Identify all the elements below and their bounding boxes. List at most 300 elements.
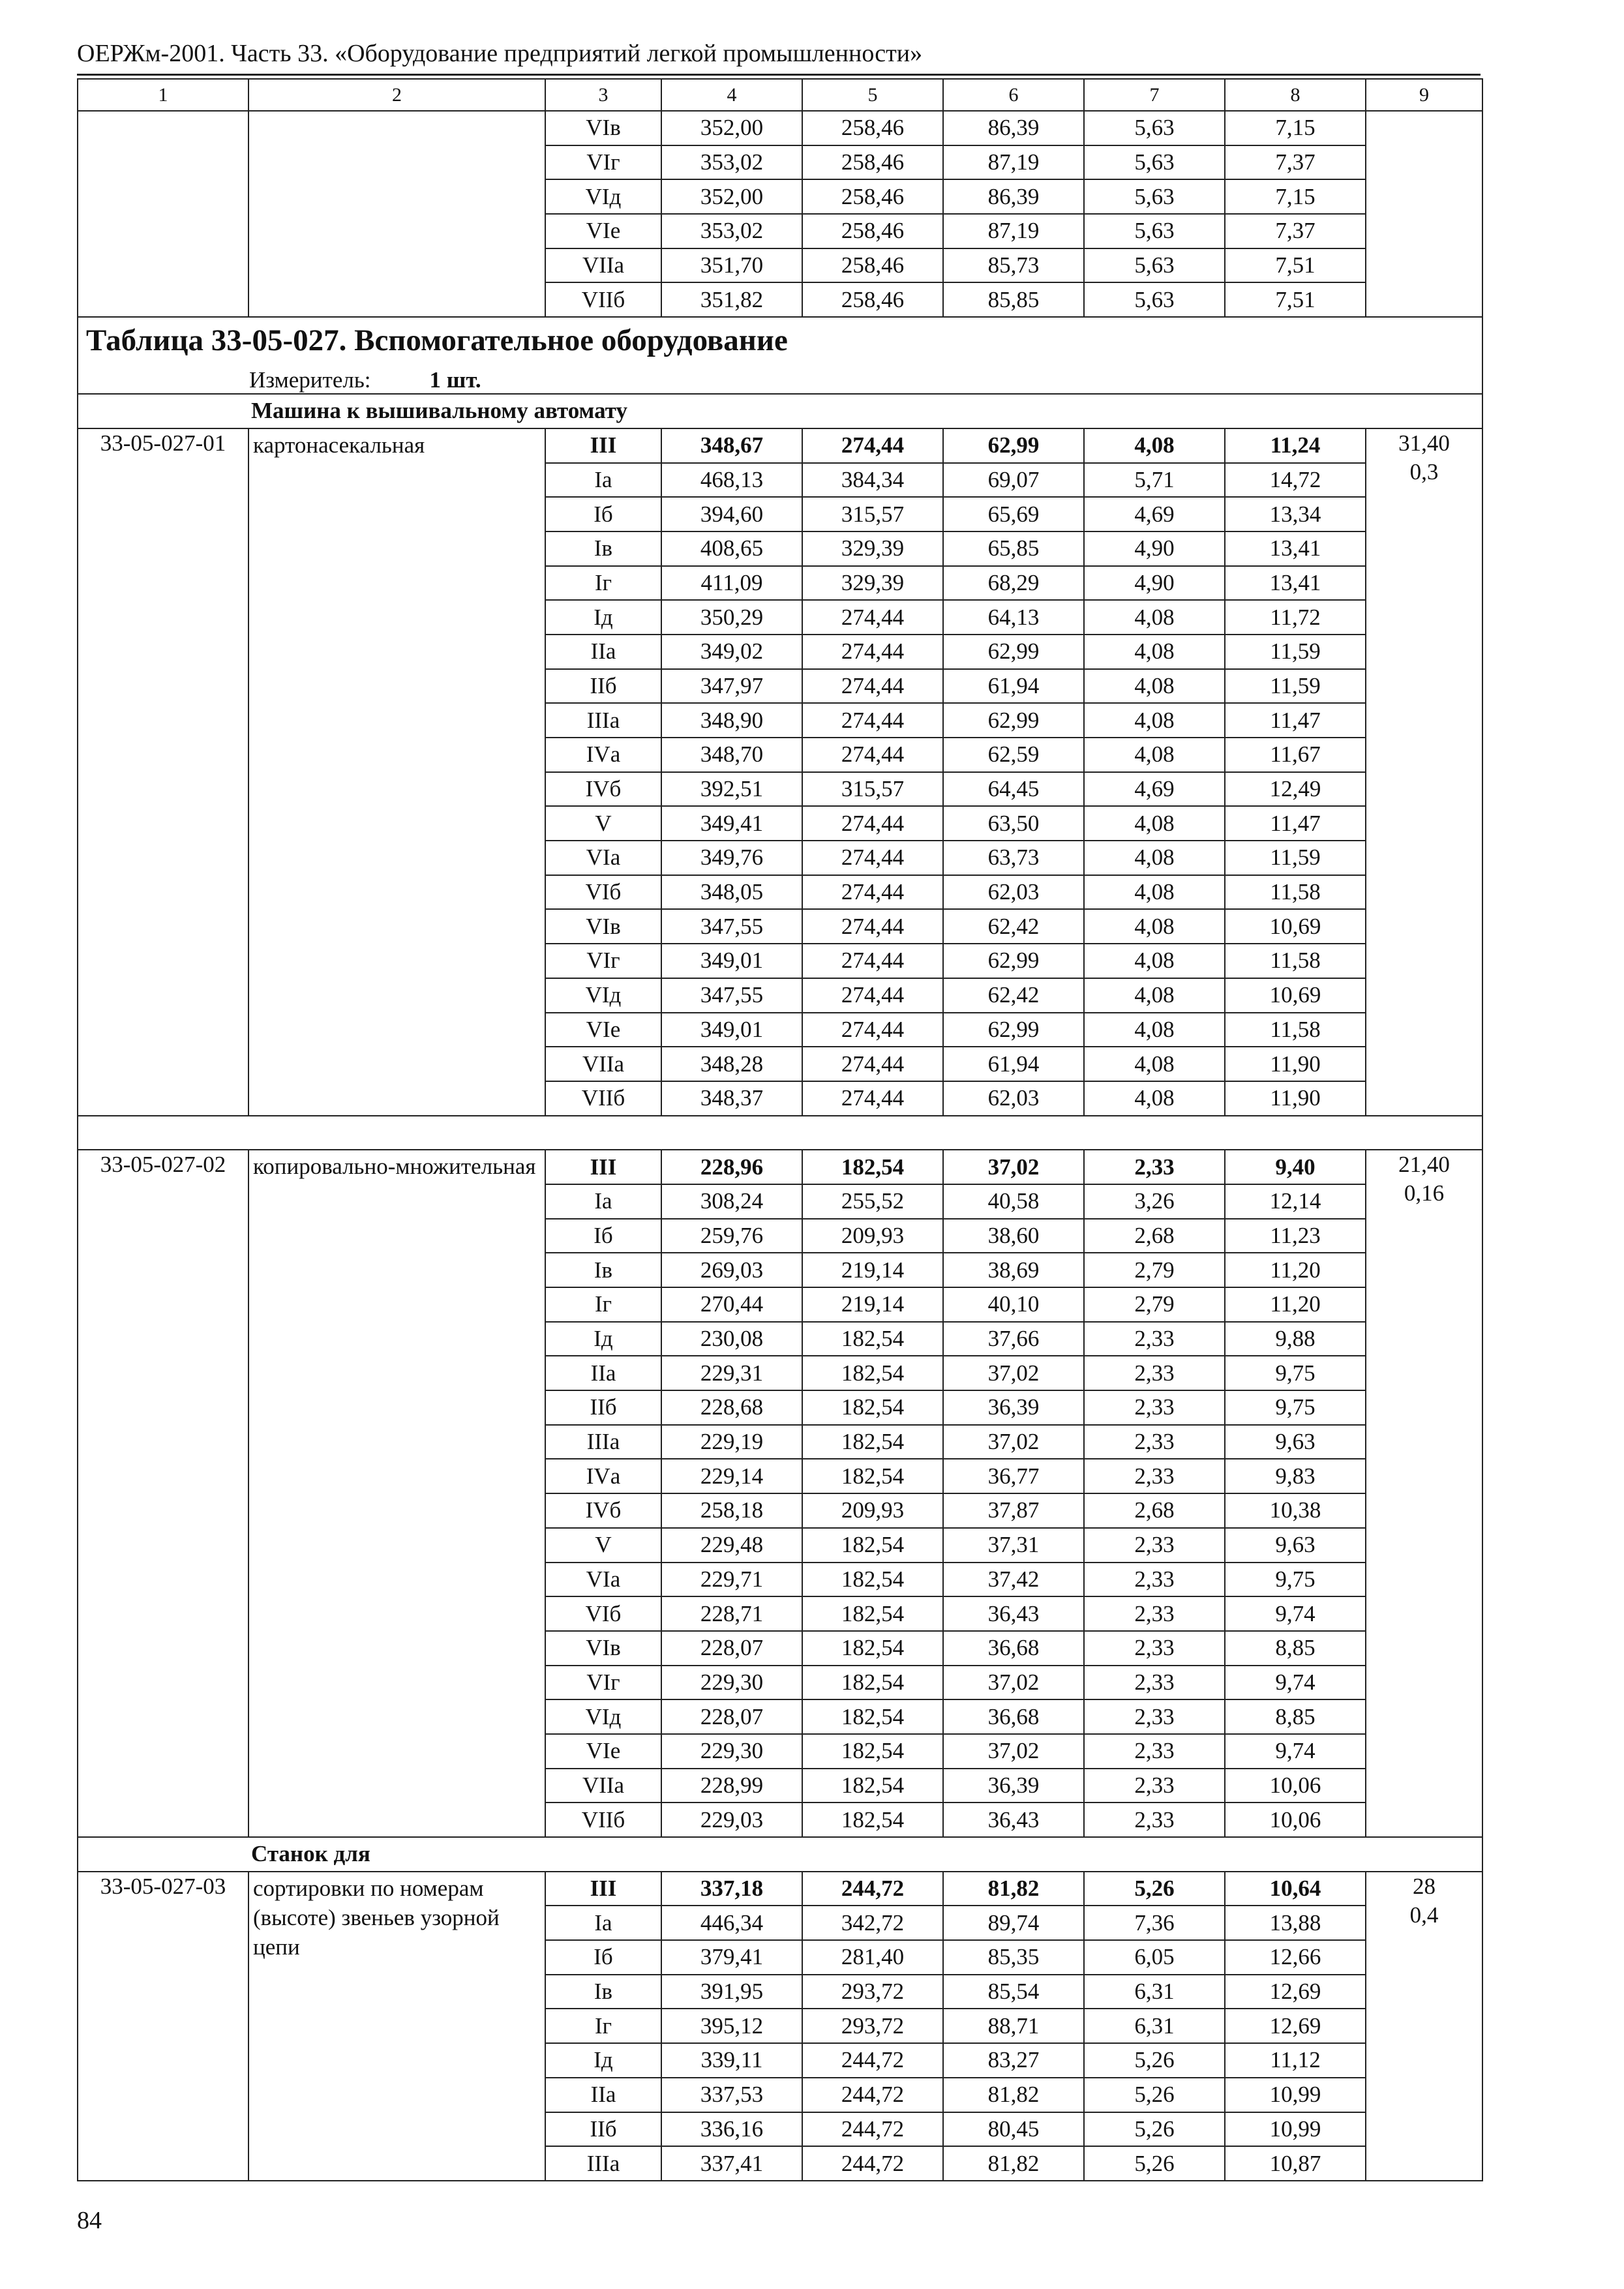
labor-cost-cell: 274,44 — [802, 841, 943, 875]
materials-cost-cell: 10,69 — [1225, 978, 1366, 1013]
index-cell: Iд — [545, 600, 661, 635]
materials-cost-cell: 12,14 — [1225, 1184, 1366, 1219]
materials-cost-cell: 9,74 — [1225, 1666, 1366, 1700]
index-cell: IIа — [545, 635, 661, 669]
machine-cost-cell: 62,03 — [943, 875, 1084, 910]
labor-cost-cell: 182,54 — [802, 1150, 943, 1184]
total-cost-cell: 395,12 — [661, 2009, 802, 2043]
index-cell: IVб — [545, 772, 661, 807]
labor-cost-cell: 244,72 — [802, 2146, 943, 2181]
index-value: 31,40 — [1398, 430, 1450, 456]
column-number-5: 5 — [802, 79, 943, 111]
index-cell: IIIа — [545, 2146, 661, 2181]
labor-cost-cell: 182,54 — [802, 1666, 943, 1700]
labor-cost-cell: 244,72 — [802, 2078, 943, 2112]
index-cell: Iб — [545, 1219, 661, 1253]
index-cell: VIг — [545, 145, 661, 180]
name-cell: сортировки по номерам (высоте) звеньев узорной цепи — [248, 1872, 545, 2181]
index-cell: IIа — [545, 1356, 661, 1390]
index-cell: IVб — [545, 1493, 661, 1528]
materials-cost-cell: 9,74 — [1225, 1596, 1366, 1631]
machine-cost-cell: 38,69 — [943, 1253, 1084, 1287]
driver-wage-cell: 4,69 — [1084, 772, 1225, 807]
driver-wage-cell: 5,26 — [1084, 1872, 1225, 1906]
column-number-4: 4 — [661, 79, 802, 111]
labor-cost-cell: 244,72 — [802, 1872, 943, 1906]
machine-cost-cell: 36,68 — [943, 1631, 1084, 1666]
column-number-3: 3 — [545, 79, 661, 111]
materials-cost-cell: 11,12 — [1225, 2043, 1366, 2078]
materials-cost-cell: 8,85 — [1225, 1699, 1366, 1734]
index-cell: Iв — [545, 1253, 661, 1287]
driver-wage-cell: 4,08 — [1084, 875, 1225, 910]
labor-cost-cell: 182,54 — [802, 1596, 943, 1631]
driver-wage-cell: 4,08 — [1084, 806, 1225, 841]
total-cost-cell: 339,11 — [661, 2043, 802, 2078]
labor-cost-cell: 258,46 — [802, 179, 943, 214]
total-cost-cell: 353,02 — [661, 214, 802, 248]
labor-cost-cell: 274,44 — [802, 909, 943, 944]
machine-cost-cell: 65,69 — [943, 497, 1084, 531]
index-cell: VIIа — [545, 248, 661, 283]
machine-cost-cell: 88,71 — [943, 2009, 1084, 2043]
total-cost-cell: 348,90 — [661, 703, 802, 738]
index-cell: VIв — [545, 1631, 661, 1666]
labor-cost-cell: 274,44 — [802, 1081, 943, 1116]
materials-cost-cell: 11,47 — [1225, 806, 1366, 841]
measurer-unit: 1 шт. — [429, 367, 481, 393]
section-heading-row — [78, 1837, 1482, 1872]
driver-wage-cell: 5,63 — [1084, 179, 1225, 214]
index-cell: Iб — [545, 497, 661, 531]
index-cell: IIб — [545, 1390, 661, 1425]
driver-wage-cell: 2,33 — [1084, 1390, 1225, 1425]
page-header-title: ОЕРЖм-2001. Часть 33. «Оборудование предприятий легкой промышленности» — [77, 40, 923, 67]
total-cost-cell: 379,41 — [661, 1940, 802, 1975]
materials-cost-cell: 11,58 — [1225, 875, 1366, 910]
labor-cost-cell: 274,44 — [802, 669, 943, 704]
index-value: 0,3 — [1409, 458, 1439, 485]
driver-wage-cell: 2,33 — [1084, 1803, 1225, 1837]
code-cell: 33-05-027-03 — [78, 1872, 248, 2181]
machine-cost-cell: 85,73 — [943, 248, 1084, 283]
index-value: 28 — [1413, 1873, 1436, 1899]
machine-cost-cell: 87,19 — [943, 214, 1084, 248]
materials-cost-cell: 10,69 — [1225, 909, 1366, 944]
measurer-label: Измеритель: — [249, 367, 371, 393]
total-cost-cell: 228,07 — [661, 1631, 802, 1666]
column-number-row — [78, 79, 1482, 111]
materials-cost-cell: 9,88 — [1225, 1322, 1366, 1356]
machine-cost-cell: 37,87 — [943, 1493, 1084, 1528]
code-cell — [78, 111, 248, 317]
materials-cost-cell: 12,69 — [1225, 2009, 1366, 2043]
machine-cost-cell: 83,27 — [943, 2043, 1084, 2078]
materials-cost-cell: 11,90 — [1225, 1081, 1366, 1116]
materials-cost-cell: 13,41 — [1225, 531, 1366, 566]
table-title: Таблица 33-05-027. Вспомогательное оборудование — [86, 323, 788, 358]
total-cost-cell: 408,65 — [661, 531, 802, 566]
machine-cost-cell: 81,82 — [943, 2078, 1084, 2112]
index-cell: VIе — [545, 214, 661, 248]
materials-cost-cell: 13,34 — [1225, 497, 1366, 531]
index-cell: Iг — [545, 2009, 661, 2043]
index-cell: Iд — [545, 1322, 661, 1356]
labor-cost-cell: 258,46 — [802, 145, 943, 180]
labor-cost-cell: 244,72 — [802, 2043, 943, 2078]
labor-cost-cell: 182,54 — [802, 1803, 943, 1837]
index-value: 0,16 — [1404, 1180, 1445, 1206]
labor-cost-cell: 274,44 — [802, 600, 943, 635]
driver-wage-cell: 2,68 — [1084, 1493, 1225, 1528]
materials-cost-cell: 10,99 — [1225, 2078, 1366, 2112]
labor-cost-cell: 182,54 — [802, 1631, 943, 1666]
index-cell: Iв — [545, 1975, 661, 2009]
driver-wage-cell: 4,08 — [1084, 1081, 1225, 1116]
materials-cost-cell: 10,06 — [1225, 1803, 1366, 1837]
materials-cost-cell: 10,06 — [1225, 1769, 1366, 1803]
machine-cost-cell: 37,42 — [943, 1563, 1084, 1597]
section-heading: Машина к вышивальному автомату — [78, 394, 1482, 428]
materials-cost-cell: 9,63 — [1225, 1528, 1366, 1563]
index-cell: VIа — [545, 841, 661, 875]
total-cost-cell: 229,31 — [661, 1356, 802, 1390]
machine-cost-cell: 36,68 — [943, 1699, 1084, 1734]
index-cell: Iа — [545, 463, 661, 498]
labor-cost-cell: 274,44 — [802, 1013, 943, 1047]
machine-cost-cell: 36,39 — [943, 1390, 1084, 1425]
driver-wage-cell: 4,08 — [1084, 1047, 1225, 1081]
index-cell: IIIа — [545, 1425, 661, 1459]
index-cell: Iв — [545, 531, 661, 566]
driver-wage-cell: 5,63 — [1084, 214, 1225, 248]
materials-cost-cell: 7,51 — [1225, 248, 1366, 283]
driver-wage-cell: 4,69 — [1084, 497, 1225, 531]
driver-wage-cell: 5,71 — [1084, 463, 1225, 498]
index-cell: IIб — [545, 669, 661, 704]
column-number-2: 2 — [248, 79, 545, 111]
driver-wage-cell: 5,63 — [1084, 248, 1225, 283]
driver-wage-cell: 2,33 — [1084, 1425, 1225, 1459]
index-values-cell — [1366, 111, 1482, 317]
machine-cost-cell: 87,19 — [943, 145, 1084, 180]
labor-cost-cell: 182,54 — [802, 1769, 943, 1803]
index-values-cell — [1366, 428, 1482, 1116]
driver-wage-cell: 4,08 — [1084, 1013, 1225, 1047]
table-title-row — [78, 317, 1482, 394]
driver-wage-cell: 5,63 — [1084, 145, 1225, 180]
driver-wage-cell: 4,08 — [1084, 600, 1225, 635]
rates-table — [77, 78, 1483, 2181]
index-cell: VIб — [545, 875, 661, 910]
labor-cost-cell: 182,54 — [802, 1459, 943, 1493]
driver-wage-cell: 2,33 — [1084, 1699, 1225, 1734]
total-cost-cell: 228,71 — [661, 1596, 802, 1631]
labor-cost-cell: 293,72 — [802, 2009, 943, 2043]
driver-wage-cell: 4,90 — [1084, 531, 1225, 566]
machine-cost-cell: 85,54 — [943, 1975, 1084, 2009]
materials-cost-cell: 14,72 — [1225, 463, 1366, 498]
total-cost-cell: 349,01 — [661, 1013, 802, 1047]
section-heading — [78, 1116, 1482, 1150]
total-cost-cell: 349,01 — [661, 944, 802, 978]
materials-cost-cell: 9,74 — [1225, 1734, 1366, 1769]
total-cost-cell: 269,03 — [661, 1253, 802, 1287]
section-heading-row — [78, 1116, 1482, 1150]
machine-cost-cell: 62,42 — [943, 909, 1084, 944]
index-cell: VIа — [545, 1563, 661, 1597]
index-value: 21,40 — [1398, 1152, 1450, 1178]
total-cost-cell: 350,29 — [661, 600, 802, 635]
table-row — [78, 111, 1482, 145]
index-cell: VIIа — [545, 1047, 661, 1081]
machine-cost-cell: 38,60 — [943, 1219, 1084, 1253]
total-cost-cell: 468,13 — [661, 463, 802, 498]
total-cost-cell: 228,96 — [661, 1150, 802, 1184]
driver-wage-cell: 2,33 — [1084, 1596, 1225, 1631]
index-cell: IVа — [545, 1459, 661, 1493]
table-row — [78, 1150, 1482, 1184]
total-cost-cell: 349,41 — [661, 806, 802, 841]
machine-cost-cell: 37,31 — [943, 1528, 1084, 1563]
driver-wage-cell: 2,79 — [1084, 1253, 1225, 1287]
driver-wage-cell: 2,33 — [1084, 1769, 1225, 1803]
materials-cost-cell: 11,47 — [1225, 703, 1366, 738]
index-cell: IIа — [545, 2078, 661, 2112]
machine-cost-cell: 80,45 — [943, 2112, 1084, 2147]
total-cost-cell: 348,70 — [661, 738, 802, 772]
labor-cost-cell: 274,44 — [802, 978, 943, 1013]
index-cell: IVа — [545, 738, 661, 772]
driver-wage-cell: 4,08 — [1084, 909, 1225, 944]
machine-cost-cell: 62,59 — [943, 738, 1084, 772]
materials-cost-cell: 9,75 — [1225, 1356, 1366, 1390]
total-cost-cell: 348,05 — [661, 875, 802, 910]
index-cell: III — [545, 1150, 661, 1184]
materials-cost-cell: 10,38 — [1225, 1493, 1366, 1528]
machine-cost-cell: 64,13 — [943, 600, 1084, 635]
header-rule — [77, 74, 1481, 76]
materials-cost-cell: 11,24 — [1225, 428, 1366, 463]
labor-cost-cell: 209,93 — [802, 1219, 943, 1253]
total-cost-cell: 229,30 — [661, 1734, 802, 1769]
driver-wage-cell: 3,26 — [1084, 1184, 1225, 1219]
machine-cost-cell: 62,99 — [943, 1013, 1084, 1047]
index-cell: III — [545, 428, 661, 463]
column-number-6: 6 — [943, 79, 1084, 111]
driver-wage-cell: 4,90 — [1084, 566, 1225, 601]
total-cost-cell: 446,34 — [661, 1906, 802, 1940]
total-cost-cell: 228,68 — [661, 1390, 802, 1425]
index-cell: VIIа — [545, 1769, 661, 1803]
materials-cost-cell: 10,87 — [1225, 2146, 1366, 2181]
labor-cost-cell: 209,93 — [802, 1493, 943, 1528]
index-cell: Iа — [545, 1906, 661, 1940]
materials-cost-cell: 11,90 — [1225, 1047, 1366, 1081]
section-heading-row — [78, 394, 1482, 428]
driver-wage-cell: 6,05 — [1084, 1940, 1225, 1975]
materials-cost-cell: 8,85 — [1225, 1631, 1366, 1666]
machine-cost-cell: 62,99 — [943, 944, 1084, 978]
index-values-cell — [1366, 1872, 1482, 2181]
labor-cost-cell: 219,14 — [802, 1253, 943, 1287]
materials-cost-cell: 7,51 — [1225, 282, 1366, 317]
total-cost-cell: 337,53 — [661, 2078, 802, 2112]
labor-cost-cell: 182,54 — [802, 1322, 943, 1356]
labor-cost-cell: 219,14 — [802, 1287, 943, 1322]
labor-cost-cell: 258,46 — [802, 248, 943, 283]
code-cell: 33-05-027-01 — [78, 428, 248, 1116]
labor-cost-cell: 182,54 — [802, 1425, 943, 1459]
driver-wage-cell: 6,31 — [1084, 2009, 1225, 2043]
machine-cost-cell: 69,07 — [943, 463, 1084, 498]
driver-wage-cell: 2,33 — [1084, 1322, 1225, 1356]
labor-cost-cell: 274,44 — [802, 738, 943, 772]
materials-cost-cell: 7,15 — [1225, 111, 1366, 145]
name-cell — [248, 111, 545, 317]
table-row — [78, 1872, 1482, 1906]
labor-cost-cell: 293,72 — [802, 1975, 943, 2009]
total-cost-cell: 229,03 — [661, 1803, 802, 1837]
machine-cost-cell: 40,10 — [943, 1287, 1084, 1322]
total-cost-cell: 270,44 — [661, 1287, 802, 1322]
index-cell: VIIб — [545, 282, 661, 317]
driver-wage-cell: 4,08 — [1084, 635, 1225, 669]
labor-cost-cell: 274,44 — [802, 703, 943, 738]
materials-cost-cell: 9,63 — [1225, 1425, 1366, 1459]
column-number-9: 9 — [1366, 79, 1482, 111]
machine-cost-cell: 64,45 — [943, 772, 1084, 807]
machine-cost-cell: 89,74 — [943, 1906, 1084, 1940]
labor-cost-cell: 182,54 — [802, 1356, 943, 1390]
driver-wage-cell: 2,33 — [1084, 1528, 1225, 1563]
driver-wage-cell: 5,26 — [1084, 2112, 1225, 2147]
total-cost-cell: 228,07 — [661, 1699, 802, 1734]
machine-cost-cell: 86,39 — [943, 179, 1084, 214]
driver-wage-cell: 4,08 — [1084, 738, 1225, 772]
total-cost-cell: 348,28 — [661, 1047, 802, 1081]
total-cost-cell: 337,18 — [661, 1872, 802, 1906]
labor-cost-cell: 329,39 — [802, 531, 943, 566]
materials-cost-cell: 11,58 — [1225, 1013, 1366, 1047]
index-cell: VIг — [545, 1666, 661, 1700]
measurer-line — [249, 367, 1482, 393]
machine-cost-cell: 62,42 — [943, 978, 1084, 1013]
labor-cost-cell: 274,44 — [802, 428, 943, 463]
labor-cost-cell: 274,44 — [802, 875, 943, 910]
machine-cost-cell: 62,99 — [943, 703, 1084, 738]
page-number: 84 — [77, 2207, 102, 2234]
total-cost-cell: 259,76 — [661, 1219, 802, 1253]
driver-wage-cell: 4,08 — [1084, 978, 1225, 1013]
materials-cost-cell: 7,37 — [1225, 214, 1366, 248]
driver-wage-cell: 2,79 — [1084, 1287, 1225, 1322]
driver-wage-cell: 4,08 — [1084, 669, 1225, 704]
machine-cost-cell: 36,43 — [943, 1803, 1084, 1837]
total-cost-cell: 349,02 — [661, 635, 802, 669]
index-values-cell — [1366, 1150, 1482, 1837]
materials-cost-cell: 12,49 — [1225, 772, 1366, 807]
machine-cost-cell: 36,39 — [943, 1769, 1084, 1803]
driver-wage-cell: 2,33 — [1084, 1734, 1225, 1769]
machine-cost-cell: 68,29 — [943, 566, 1084, 601]
materials-cost-cell: 13,88 — [1225, 1906, 1366, 1940]
materials-cost-cell: 11,59 — [1225, 841, 1366, 875]
machine-cost-cell: 40,58 — [943, 1184, 1084, 1219]
labor-cost-cell: 274,44 — [802, 635, 943, 669]
index-cell: VIе — [545, 1013, 661, 1047]
materials-cost-cell: 9,75 — [1225, 1390, 1366, 1425]
machine-cost-cell: 63,50 — [943, 806, 1084, 841]
labor-cost-cell: 274,44 — [802, 1047, 943, 1081]
driver-wage-cell: 2,33 — [1084, 1356, 1225, 1390]
materials-cost-cell: 11,59 — [1225, 669, 1366, 704]
name-cell: картонасекальная — [248, 428, 545, 1116]
section-heading: Станок для — [78, 1837, 1482, 1872]
machine-cost-cell: 65,85 — [943, 531, 1084, 566]
materials-cost-cell: 10,64 — [1225, 1872, 1366, 1906]
driver-wage-cell: 4,08 — [1084, 428, 1225, 463]
labor-cost-cell: 342,72 — [802, 1906, 943, 1940]
machine-cost-cell: 37,02 — [943, 1356, 1084, 1390]
column-number-1: 1 — [78, 79, 248, 111]
index-value: 0,4 — [1409, 1902, 1439, 1928]
total-cost-cell: 229,71 — [661, 1563, 802, 1597]
total-cost-cell: 336,16 — [661, 2112, 802, 2147]
labor-cost-cell: 258,46 — [802, 111, 943, 145]
index-cell: VIв — [545, 111, 661, 145]
materials-cost-cell: 12,69 — [1225, 1975, 1366, 2009]
machine-cost-cell: 85,35 — [943, 1940, 1084, 1975]
materials-cost-cell: 7,37 — [1225, 145, 1366, 180]
index-cell: VIд — [545, 179, 661, 214]
labor-cost-cell: 258,46 — [802, 214, 943, 248]
index-cell: Iг — [545, 566, 661, 601]
materials-cost-cell: 11,23 — [1225, 1219, 1366, 1253]
labor-cost-cell: 315,57 — [802, 772, 943, 807]
machine-cost-cell: 37,02 — [943, 1734, 1084, 1769]
labor-cost-cell: 255,52 — [802, 1184, 943, 1219]
materials-cost-cell: 9,75 — [1225, 1563, 1366, 1597]
labor-cost-cell: 182,54 — [802, 1563, 943, 1597]
total-cost-cell: 347,55 — [661, 978, 802, 1013]
machine-cost-cell: 37,02 — [943, 1425, 1084, 1459]
driver-wage-cell: 2,33 — [1084, 1563, 1225, 1597]
index-cell: III — [545, 1872, 661, 1906]
index-cell: IIIа — [545, 703, 661, 738]
total-cost-cell: 347,97 — [661, 669, 802, 704]
total-cost-cell: 392,51 — [661, 772, 802, 807]
labor-cost-cell: 274,44 — [802, 944, 943, 978]
total-cost-cell: 258,18 — [661, 1493, 802, 1528]
driver-wage-cell: 4,08 — [1084, 703, 1225, 738]
index-cell: VIд — [545, 1699, 661, 1734]
labor-cost-cell: 182,54 — [802, 1390, 943, 1425]
total-cost-cell: 337,41 — [661, 2146, 802, 2181]
index-cell: Iб — [545, 1940, 661, 1975]
total-cost-cell: 230,08 — [661, 1322, 802, 1356]
total-cost-cell: 352,00 — [661, 111, 802, 145]
labor-cost-cell: 329,39 — [802, 566, 943, 601]
materials-cost-cell: 9,83 — [1225, 1459, 1366, 1493]
materials-cost-cell: 7,15 — [1225, 179, 1366, 214]
labor-cost-cell: 244,72 — [802, 2112, 943, 2147]
total-cost-cell: 394,60 — [661, 497, 802, 531]
total-cost-cell: 351,82 — [661, 282, 802, 317]
materials-cost-cell: 11,20 — [1225, 1287, 1366, 1322]
total-cost-cell: 349,76 — [661, 841, 802, 875]
index-cell: VIIб — [545, 1081, 661, 1116]
